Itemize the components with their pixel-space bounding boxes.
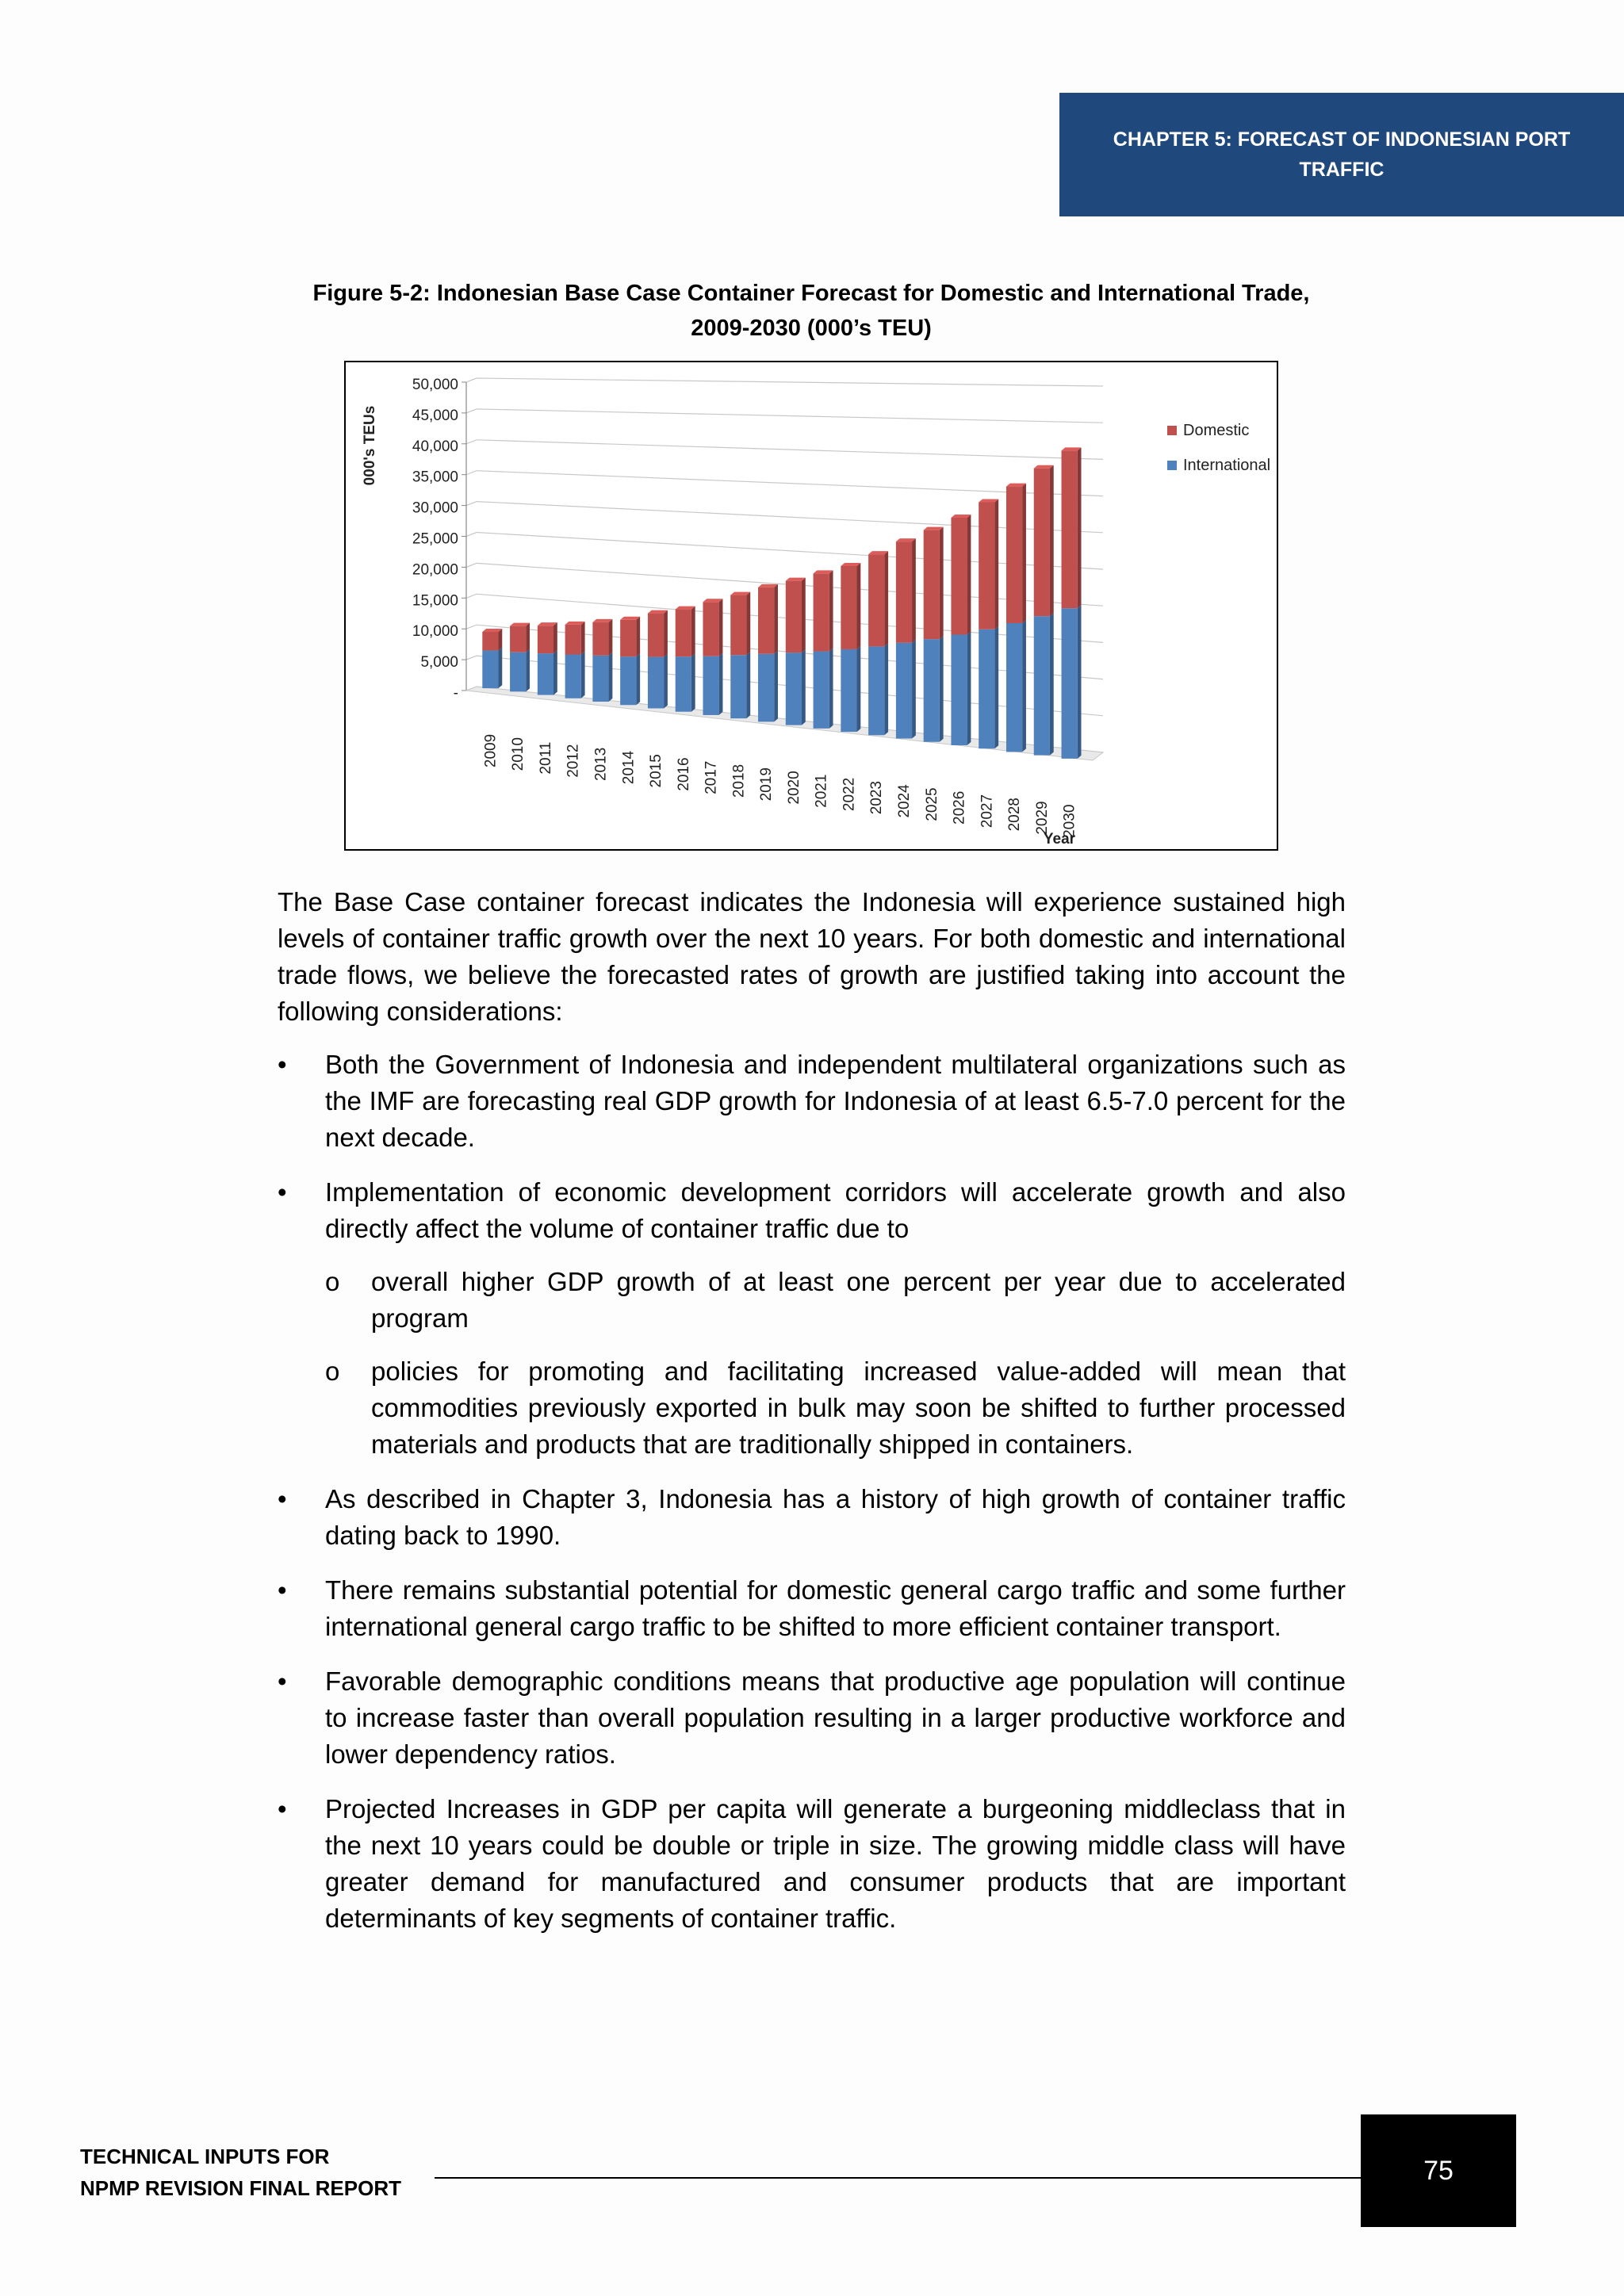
legend-label: International bbox=[1183, 457, 1271, 474]
bar-international bbox=[896, 643, 912, 739]
bar-domestic-side bbox=[774, 584, 778, 654]
bar-chart bbox=[346, 362, 1277, 849]
sub-bullet-item bbox=[278, 1264, 1346, 1337]
bar-domestic-side bbox=[498, 629, 502, 650]
gridline bbox=[477, 378, 1103, 386]
bar-international bbox=[565, 655, 581, 698]
bar-international-side bbox=[1078, 605, 1082, 759]
chapter-title-line2: TRAFFIC bbox=[1299, 159, 1385, 181]
intro-paragraph: The Base Case container forecast indicates the Indonesia will experience sustained high levels of container traffic growth over the next 10 years. For both domestic and international trade flows, we believe the forecasted rates of growth are justified taking into account the following considerations: bbox=[278, 887, 1346, 1026]
bar-international-side bbox=[526, 649, 530, 692]
x-tick-label: 2028 bbox=[1006, 798, 1024, 832]
bar-domestic bbox=[510, 626, 526, 652]
x-tick-label: 2016 bbox=[675, 757, 692, 791]
bar-domestic-side bbox=[526, 623, 530, 652]
chapter-title-line1: CHAPTER 5: FORECAST OF INDONESIAN PORT bbox=[1113, 128, 1571, 151]
bar-international bbox=[868, 646, 884, 735]
bar-international-side bbox=[774, 651, 778, 722]
bar-international bbox=[758, 654, 774, 722]
bar-international-side bbox=[1050, 613, 1054, 755]
x-tick-label: 2029 bbox=[1033, 801, 1051, 835]
x-tick-label: 2023 bbox=[868, 781, 886, 815]
grid-depth-line bbox=[466, 625, 477, 629]
chart-frame bbox=[344, 361, 1278, 851]
gridline bbox=[477, 440, 1103, 460]
grid-depth-line bbox=[466, 440, 477, 444]
x-tick-label: 2012 bbox=[565, 744, 582, 778]
x-tick-label: 2011 bbox=[537, 741, 554, 775]
bar-domestic bbox=[648, 614, 664, 657]
bar-international bbox=[510, 652, 526, 692]
bar-domestic-side bbox=[994, 499, 998, 629]
bar-international-side bbox=[994, 626, 998, 748]
bar-international bbox=[620, 656, 636, 705]
bar-domestic-side bbox=[581, 622, 585, 655]
bar-international-side bbox=[967, 631, 971, 744]
bar-international bbox=[979, 629, 994, 748]
bar-domestic bbox=[703, 602, 718, 656]
bar-domestic bbox=[1062, 450, 1078, 608]
y-tick-label: - bbox=[453, 685, 458, 702]
x-tick-label: 2022 bbox=[841, 777, 858, 812]
bar-domestic bbox=[730, 595, 746, 656]
x-tick-label: 2026 bbox=[951, 790, 968, 825]
bar-international bbox=[730, 655, 746, 718]
y-tick-label: 15,000 bbox=[412, 592, 458, 610]
bullet-text: As described in Chapter 3, Indonesia has a history of high growth of container traffic dating back to 1990. bbox=[325, 1484, 1346, 1550]
bar-domestic bbox=[868, 554, 884, 646]
bar-international bbox=[676, 656, 691, 712]
y-tick-label: 10,000 bbox=[412, 623, 458, 641]
grid-depth-line bbox=[466, 563, 477, 567]
y-tick-label: 35,000 bbox=[412, 469, 458, 486]
body-text bbox=[278, 884, 1346, 1955]
bar-international bbox=[703, 656, 718, 715]
x-tick-label: 2009 bbox=[482, 733, 500, 768]
bar-domestic-side bbox=[940, 527, 944, 640]
bar-international-side bbox=[581, 652, 585, 698]
x-tick-label: 2010 bbox=[510, 737, 527, 771]
bar-domestic-side bbox=[1022, 484, 1026, 623]
x-tick-label: 2014 bbox=[620, 750, 638, 785]
bar-domestic bbox=[1006, 487, 1022, 623]
bar-domestic-side bbox=[746, 592, 750, 656]
bar-domestic bbox=[676, 610, 691, 657]
bar-international-side bbox=[802, 649, 806, 725]
bar-domestic bbox=[758, 587, 774, 654]
bar-domestic bbox=[620, 620, 636, 656]
bar-domestic-side bbox=[967, 515, 971, 635]
x-tick-label: 2019 bbox=[758, 767, 776, 802]
figure-title bbox=[262, 276, 1361, 346]
bar-domestic bbox=[565, 625, 581, 655]
y-tick-label: 45,000 bbox=[412, 407, 458, 424]
bullet-item bbox=[278, 1174, 1346, 1247]
bullet-item bbox=[278, 1791, 1346, 1937]
grid-depth-line bbox=[466, 533, 477, 537]
figure-title-line1: Figure 5-2: Indonesian Base Case Container Forecast for Domestic and International Trade, bbox=[312, 281, 1310, 306]
bar-international-side bbox=[691, 653, 695, 712]
sub-bullet-item bbox=[278, 1353, 1346, 1463]
x-tick-label: 2018 bbox=[730, 763, 748, 798]
grid-depth-line bbox=[466, 409, 477, 413]
grid-depth-line bbox=[466, 502, 477, 506]
bar-domestic-side bbox=[636, 617, 640, 656]
bar-international-side bbox=[498, 647, 502, 688]
bar-international bbox=[592, 656, 608, 702]
x-tick-label: 2017 bbox=[703, 760, 720, 794]
bar-domestic bbox=[482, 632, 498, 650]
page-number-box bbox=[1361, 2114, 1516, 2227]
bar-international bbox=[951, 634, 967, 744]
bullet-text: Implementation of economic development corridors will accelerate growth and also directly affect the volume of container traffic due to bbox=[325, 1177, 1346, 1243]
sub-bullet-mark: o bbox=[325, 1357, 340, 1386]
legend-swatch bbox=[1167, 461, 1177, 470]
bar-international-side bbox=[664, 654, 668, 709]
bar-domestic-side bbox=[1078, 447, 1082, 608]
y-tick-label: 5,000 bbox=[420, 654, 458, 672]
bar-domestic bbox=[979, 502, 994, 629]
bullet-text: There remains substantial potential for domestic general cargo traffic and some further international general cargo traffic to be shifted to more efficient container transport. bbox=[325, 1575, 1346, 1641]
y-tick-label: 30,000 bbox=[412, 499, 458, 517]
y-tick-label: 20,000 bbox=[412, 561, 458, 579]
bar-international bbox=[814, 652, 829, 729]
bar-international bbox=[924, 639, 940, 742]
bullet-item bbox=[278, 1663, 1346, 1773]
y-tick-label: 25,000 bbox=[412, 530, 458, 548]
bullet-item bbox=[278, 1047, 1346, 1156]
bar-international bbox=[1034, 616, 1050, 755]
bar-international-side bbox=[553, 650, 557, 695]
bar-domestic bbox=[896, 541, 912, 643]
bar-domestic-side bbox=[802, 578, 806, 653]
figure-title-line2: 2009-2030 (000’s TEU) bbox=[691, 316, 932, 341]
x-tick-label: 2025 bbox=[923, 787, 940, 821]
bar-domestic-side bbox=[609, 619, 613, 656]
bullet-mark: • bbox=[278, 1177, 287, 1207]
bar-international-side bbox=[829, 649, 833, 729]
bar-domestic-side bbox=[553, 622, 557, 653]
x-tick-label: 2030 bbox=[1061, 804, 1078, 838]
bar-international-side bbox=[857, 646, 861, 732]
bullet-mark: • bbox=[278, 1484, 287, 1513]
grid-depth-line bbox=[466, 471, 477, 475]
bar-international bbox=[482, 650, 498, 688]
bar-international bbox=[1062, 608, 1078, 759]
bar-domestic-side bbox=[664, 610, 668, 657]
bar-domestic-side bbox=[912, 538, 916, 643]
legend-label: Domestic bbox=[1183, 422, 1250, 439]
x-tick-label: 2015 bbox=[648, 754, 665, 788]
bullet-mark: • bbox=[278, 1575, 287, 1605]
bar-domestic-side bbox=[1050, 465, 1054, 616]
bar-domestic bbox=[786, 581, 802, 653]
grid-depth-line bbox=[466, 378, 477, 382]
bar-international bbox=[841, 649, 856, 732]
bar-international-side bbox=[609, 652, 613, 702]
bar-domestic bbox=[1034, 469, 1050, 616]
bar-international bbox=[538, 653, 553, 695]
footer-title bbox=[80, 2141, 401, 2204]
legend-swatch bbox=[1167, 426, 1177, 435]
bar-international bbox=[1006, 623, 1022, 752]
sub-bullet-text: overall higher GDP growth of at least one percent per year due to accelerated program bbox=[371, 1267, 1346, 1333]
bar-international-side bbox=[746, 652, 750, 718]
x-tick-label: 2013 bbox=[592, 747, 610, 782]
bar-domestic bbox=[592, 622, 608, 656]
bar-domestic bbox=[538, 626, 553, 653]
bullet-item bbox=[278, 1481, 1346, 1554]
footer-divider bbox=[435, 2177, 1361, 2179]
x-tick-label: 2027 bbox=[979, 794, 996, 828]
y-axis-label: 000's TEUs bbox=[362, 405, 378, 486]
y-tick-label: 50,000 bbox=[412, 377, 458, 393]
bullet-text: Both the Government of Indonesia and independent multilateral organizations such as the IMF are forecasting real GDP growth for Indonesia of at least 6.5-7.0 percent for the next decade. bbox=[325, 1050, 1346, 1152]
sub-bullet-text: policies for promoting and facilitating increased value-added will mean that commodities previously exported in bulk may soon be shifted to further processed materials and products that are traditionally shipped in containers. bbox=[371, 1357, 1346, 1459]
bar-domestic bbox=[924, 530, 940, 640]
footer-line1: TECHNICAL INPUTS FOR bbox=[80, 2145, 330, 2168]
bar-international-side bbox=[940, 636, 944, 742]
gridline bbox=[477, 409, 1103, 423]
bar-international-side bbox=[884, 643, 888, 735]
grid-depth-line bbox=[466, 656, 477, 660]
bar-international bbox=[786, 652, 802, 725]
bullet-item bbox=[278, 1572, 1346, 1645]
bar-international-side bbox=[636, 653, 640, 705]
bullet-mark: • bbox=[278, 1667, 287, 1696]
bar-domestic-side bbox=[884, 551, 888, 646]
footer-line2: NPMP REVISION FINAL REPORT bbox=[80, 2176, 401, 2200]
grid-depth-line bbox=[466, 594, 477, 598]
x-tick-label: 2021 bbox=[813, 774, 830, 808]
bar-domestic bbox=[814, 573, 829, 651]
sub-bullet-mark: o bbox=[325, 1267, 340, 1296]
bullet-mark: • bbox=[278, 1050, 287, 1079]
chapter-header bbox=[1059, 93, 1624, 216]
y-tick-label: 40,000 bbox=[412, 438, 458, 455]
bar-international bbox=[648, 657, 664, 709]
bar-domestic bbox=[951, 518, 967, 635]
bar-domestic-side bbox=[719, 599, 723, 656]
bar-domestic-side bbox=[857, 563, 861, 649]
x-axis-label: Year bbox=[1043, 831, 1076, 848]
x-tick-label: 2020 bbox=[785, 771, 802, 805]
bar-domestic-side bbox=[829, 570, 833, 651]
x-tick-label: 2024 bbox=[895, 784, 913, 818]
bullet-mark: • bbox=[278, 1794, 287, 1823]
bar-international-side bbox=[719, 653, 723, 715]
bar-domestic bbox=[841, 566, 856, 649]
bar-domestic-side bbox=[691, 607, 695, 657]
bullet-text: Projected Increases in GDP per capita will generate a burgeoning middleclass that in the next 10 years could be double or triple in size. The growing middle class will have greater demand for manufactured and consumer products that are important determinants of key segments of container traffic. bbox=[325, 1794, 1346, 1933]
bullet-text: Favorable demographic conditions means that productive age population will continue to increase faster than overall population resulting in a larger productive workforce and lower dependency ratios. bbox=[325, 1667, 1346, 1769]
bar-international-side bbox=[912, 640, 916, 739]
page-number: 75 bbox=[1423, 2155, 1454, 2186]
bar-international-side bbox=[1022, 620, 1026, 752]
